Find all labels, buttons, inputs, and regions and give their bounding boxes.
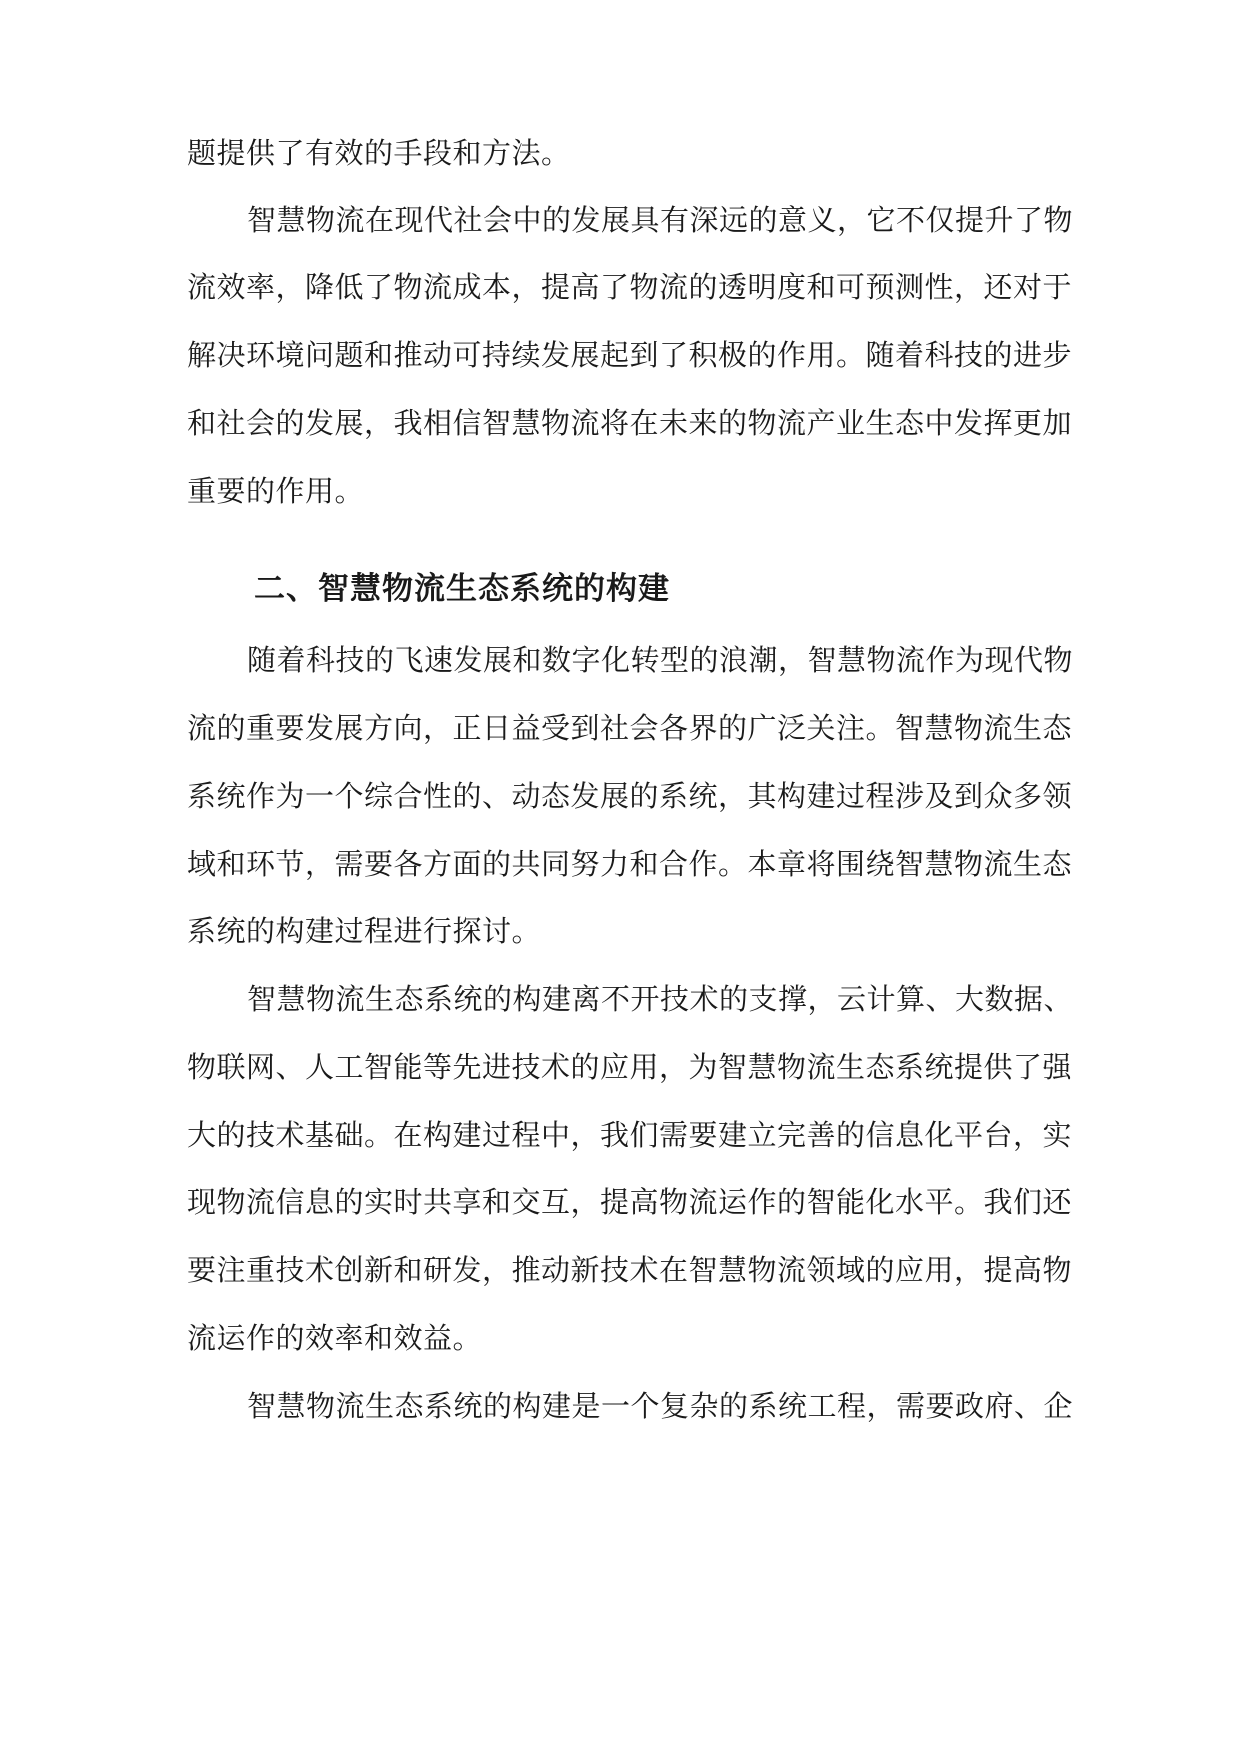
paragraph-line: 流效率，降低了物流成本，提高了物流的透明度和可预测性，还对于 xyxy=(187,270,1073,304)
paragraph-line: 智慧物流在现代社会中的发展具有深远的意义，它不仅提升了物 xyxy=(247,203,1074,237)
paragraph-line: 大的技术基础。在构建过程中，我们需要建立完善的信息化平台，实 xyxy=(187,1118,1073,1152)
paragraph-line: 物联网、人工智能等先进技术的应用，为智慧物流生态系统提供了强 xyxy=(187,1050,1073,1084)
paragraph-line: 题提供了有效的手段和方法。 xyxy=(187,136,571,170)
paragraph-line: 重要的作用。 xyxy=(187,474,365,508)
paragraph-line: 智慧物流生态系统的构建是一个复杂的系统工程，需要政府、企 xyxy=(247,1389,1074,1423)
paragraph-line: 和社会的发展，我相信智慧物流将在未来的物流产业生态中发挥更加 xyxy=(187,406,1073,440)
paragraph-line: 智慧物流生态系统的构建离不开技术的支撑，云计算、大数据、 xyxy=(247,982,1074,1016)
paragraph-line: 随着科技的飞速发展和数字化转型的浪潮，智慧物流作为现代物 xyxy=(247,643,1074,677)
paragraph-line: 流运作的效率和效益。 xyxy=(187,1321,483,1355)
section-heading: 二、智慧物流生态系统的构建 xyxy=(254,571,670,607)
paragraph-line: 域和环节，需要各方面的共同努力和合作。本章将围绕智慧物流生态 xyxy=(187,847,1073,881)
paragraph-line: 流的重要发展方向，正日益受到社会各界的广泛关注。智慧物流生态 xyxy=(187,711,1073,745)
paragraph-line: 现物流信息的实时共享和交互，提高物流运作的智能化水平。我们还 xyxy=(187,1185,1073,1219)
paragraph-line: 系统作为一个综合性的、动态发展的系统，其构建过程涉及到众多领 xyxy=(187,779,1073,813)
paragraph-line: 系统的构建过程进行探讨。 xyxy=(187,914,542,948)
paragraph-line: 解决环境问题和推动可持续发展起到了积极的作用。随着科技的进步 xyxy=(187,338,1073,372)
paragraph-line: 要注重技术创新和研发，推动新技术在智慧物流领域的应用，提高物 xyxy=(187,1253,1073,1287)
